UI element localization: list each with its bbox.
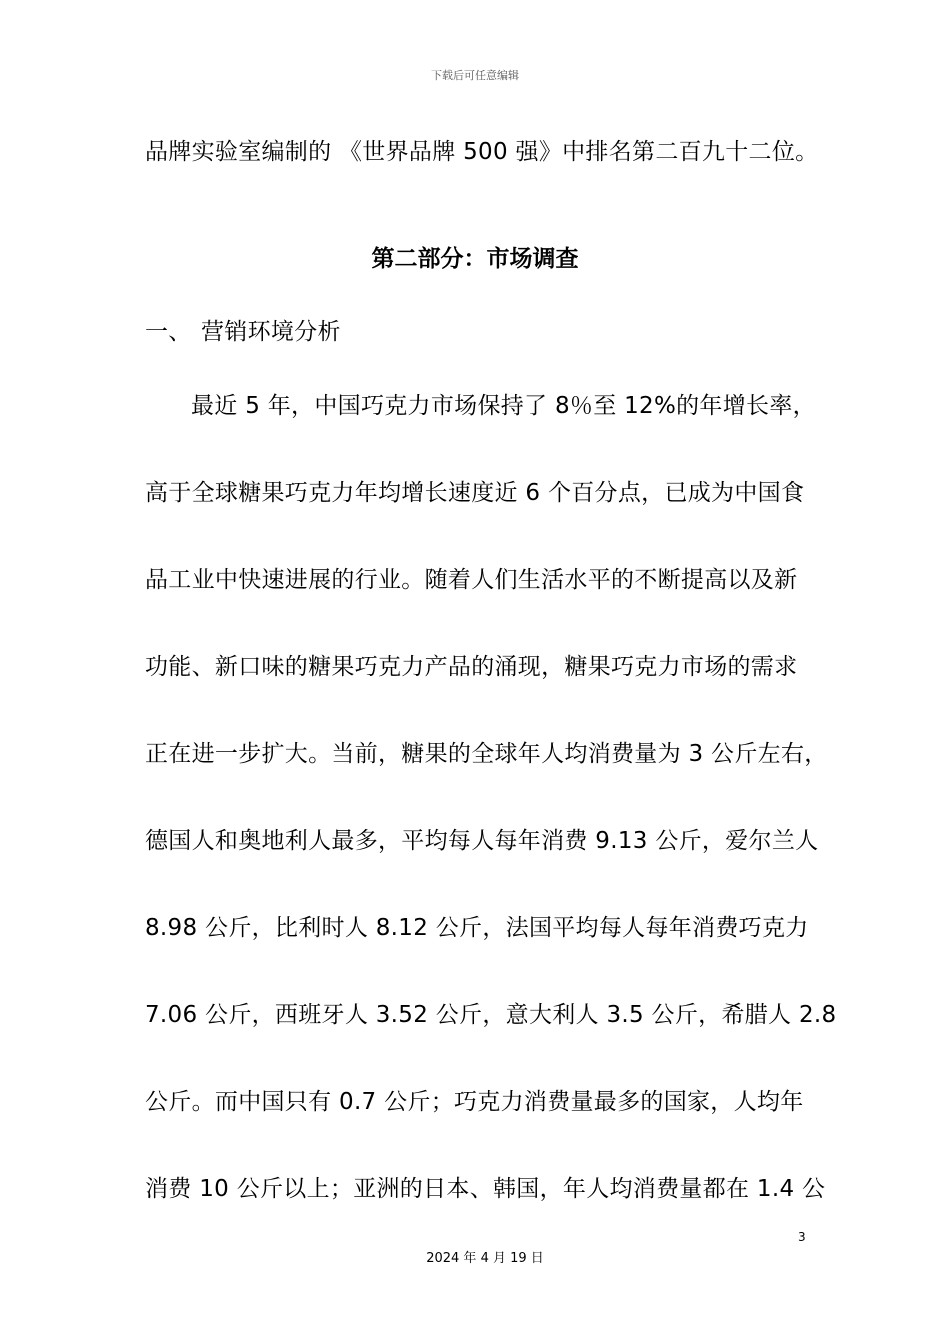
paragraph-line: 德国人和奥地利人最多，平均每人每年消费 9.13 公斤，爱尔兰人: [145, 828, 819, 854]
paragraph-line: 7.06 公斤，西班牙人 3.52 公斤，意大利人 3.5 公斤，希腊人 2.8: [145, 1002, 837, 1028]
carry-over-line: 品牌实验室编制的 《世界品牌 500 强》中排名第二百九十二位。: [145, 139, 819, 165]
page-number: 3: [798, 1230, 806, 1244]
paragraph-line: 品工业中快速进展的行业。随着人们生活水平的不断提高以及新: [145, 567, 798, 593]
section-heading: [145, 317, 825, 347]
paragraph-line: 正在进一步扩大。当前，糖果的全球年人均消费量为 3 公斤左右，: [145, 741, 828, 767]
paragraph-line: 公斤。而中国只有 0.7 公斤；巧克力消费量最多的国家，人均年: [145, 1089, 804, 1115]
paragraph-line: 高于全球糖果巧克力年均增长速度近 6 个百分点，已成为中国食: [145, 480, 805, 506]
section-title: 营销环境分析: [201, 319, 341, 345]
paragraph-line: 消费 10 公斤以上；亚洲的日本、韩国，年人均消费量都在 1.4 公: [145, 1176, 826, 1202]
section-number: 一、: [145, 319, 192, 345]
paragraph-line: 功能、新口味的糖果巧克力产品的涌现，糖果巧克力市场的需求: [145, 654, 798, 680]
paragraph-line: 8.98 公斤，比利时人 8.12 公斤，法国平均每人每年消费巧克力: [145, 915, 809, 941]
part-heading: 第二部分：市场调查: [371, 246, 579, 272]
paragraph-line: 最近 5 年，中国巧克力市场保持了 8％至 12%的年增长率，: [191, 393, 816, 419]
page-header: 下载后可任意编辑: [431, 69, 519, 82]
footer-date: 2024 年 4 月 19 日: [426, 1251, 544, 1266]
